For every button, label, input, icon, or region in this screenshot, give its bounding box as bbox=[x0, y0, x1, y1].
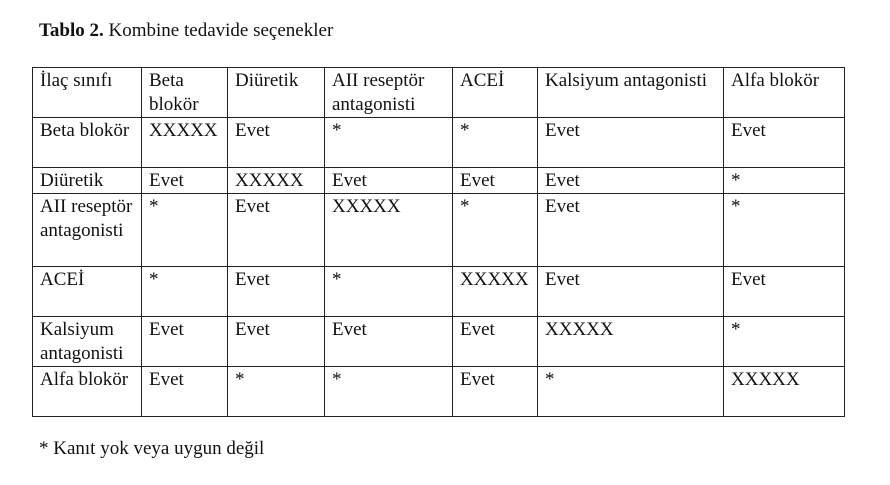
table-cell: * bbox=[325, 367, 453, 417]
table-cell: * bbox=[724, 194, 845, 267]
table-caption bbox=[39, 19, 333, 43]
table-row bbox=[33, 118, 845, 168]
table-cell: Evet bbox=[142, 367, 228, 417]
table-cell: XXXXX bbox=[453, 267, 538, 317]
table-cell: XXXXX bbox=[724, 367, 845, 417]
table-cell: Evet bbox=[453, 317, 538, 367]
row-label-cell: Diüretik bbox=[33, 168, 142, 194]
table-cell: Evet bbox=[538, 168, 724, 194]
table-cell: * bbox=[538, 367, 724, 417]
table-cell: * bbox=[142, 194, 228, 267]
caption-text: Kombine tedavide seçenekler bbox=[103, 20, 334, 41]
table-cell: Evet bbox=[453, 168, 538, 194]
header-cell: Kalsiyum antagonisti bbox=[538, 68, 724, 118]
table-cell: XXXXX bbox=[142, 118, 228, 168]
table-cell: Evet bbox=[724, 118, 845, 168]
table-cell: Evet bbox=[142, 317, 228, 367]
table-cell: Evet bbox=[228, 194, 325, 267]
table-footnote: * Kanıt yok veya uygun değil bbox=[39, 438, 265, 459]
row-label-cell: Alfa blokör bbox=[33, 367, 142, 417]
table-cell: Evet bbox=[453, 367, 538, 417]
row-label-cell: Kalsiyum antagonisti bbox=[33, 317, 142, 367]
table-cell: * bbox=[724, 168, 845, 194]
header-cell: Beta blokör bbox=[142, 68, 228, 118]
table-row bbox=[33, 267, 845, 317]
table-cell: Evet bbox=[228, 267, 325, 317]
row-label-cell: AII reseptör antagonisti bbox=[33, 194, 142, 267]
table-cell: * bbox=[228, 367, 325, 417]
table-cell: XXXXX bbox=[228, 168, 325, 194]
table-cell: Evet bbox=[538, 194, 724, 267]
table-cell: Evet bbox=[538, 267, 724, 317]
table-cell: Evet bbox=[724, 267, 845, 317]
header-cell: Diüretik bbox=[228, 68, 325, 118]
table-cell: * bbox=[142, 267, 228, 317]
header-cell: AII reseptör antagonisti bbox=[325, 68, 453, 118]
table-cell: * bbox=[724, 317, 845, 367]
table-row bbox=[33, 194, 845, 267]
header-cell: ACEİ bbox=[453, 68, 538, 118]
table-row bbox=[33, 367, 845, 417]
combination-therapy-table bbox=[32, 67, 845, 417]
table-header-row bbox=[33, 68, 845, 118]
table-cell: XXXXX bbox=[538, 317, 724, 367]
table-row bbox=[33, 317, 845, 367]
header-cell: İlaç sınıfı bbox=[33, 68, 142, 118]
table-row bbox=[33, 168, 845, 194]
table-cell: Evet bbox=[228, 317, 325, 367]
table-cell: Evet bbox=[142, 168, 228, 194]
table-cell: Evet bbox=[538, 118, 724, 168]
table-cell: Evet bbox=[325, 317, 453, 367]
table-cell: Evet bbox=[325, 168, 453, 194]
table-cell: * bbox=[325, 118, 453, 168]
row-label-cell: Beta blokör bbox=[33, 118, 142, 168]
header-cell: Alfa blokör bbox=[724, 68, 845, 118]
table-cell: * bbox=[325, 267, 453, 317]
table-cell: * bbox=[453, 118, 538, 168]
table-cell: * bbox=[453, 194, 538, 267]
row-label-cell: ACEİ bbox=[33, 267, 142, 317]
table-cell: Evet bbox=[228, 118, 325, 168]
caption-label: Tablo 2. bbox=[39, 20, 104, 41]
table-cell: XXXXX bbox=[325, 194, 453, 267]
